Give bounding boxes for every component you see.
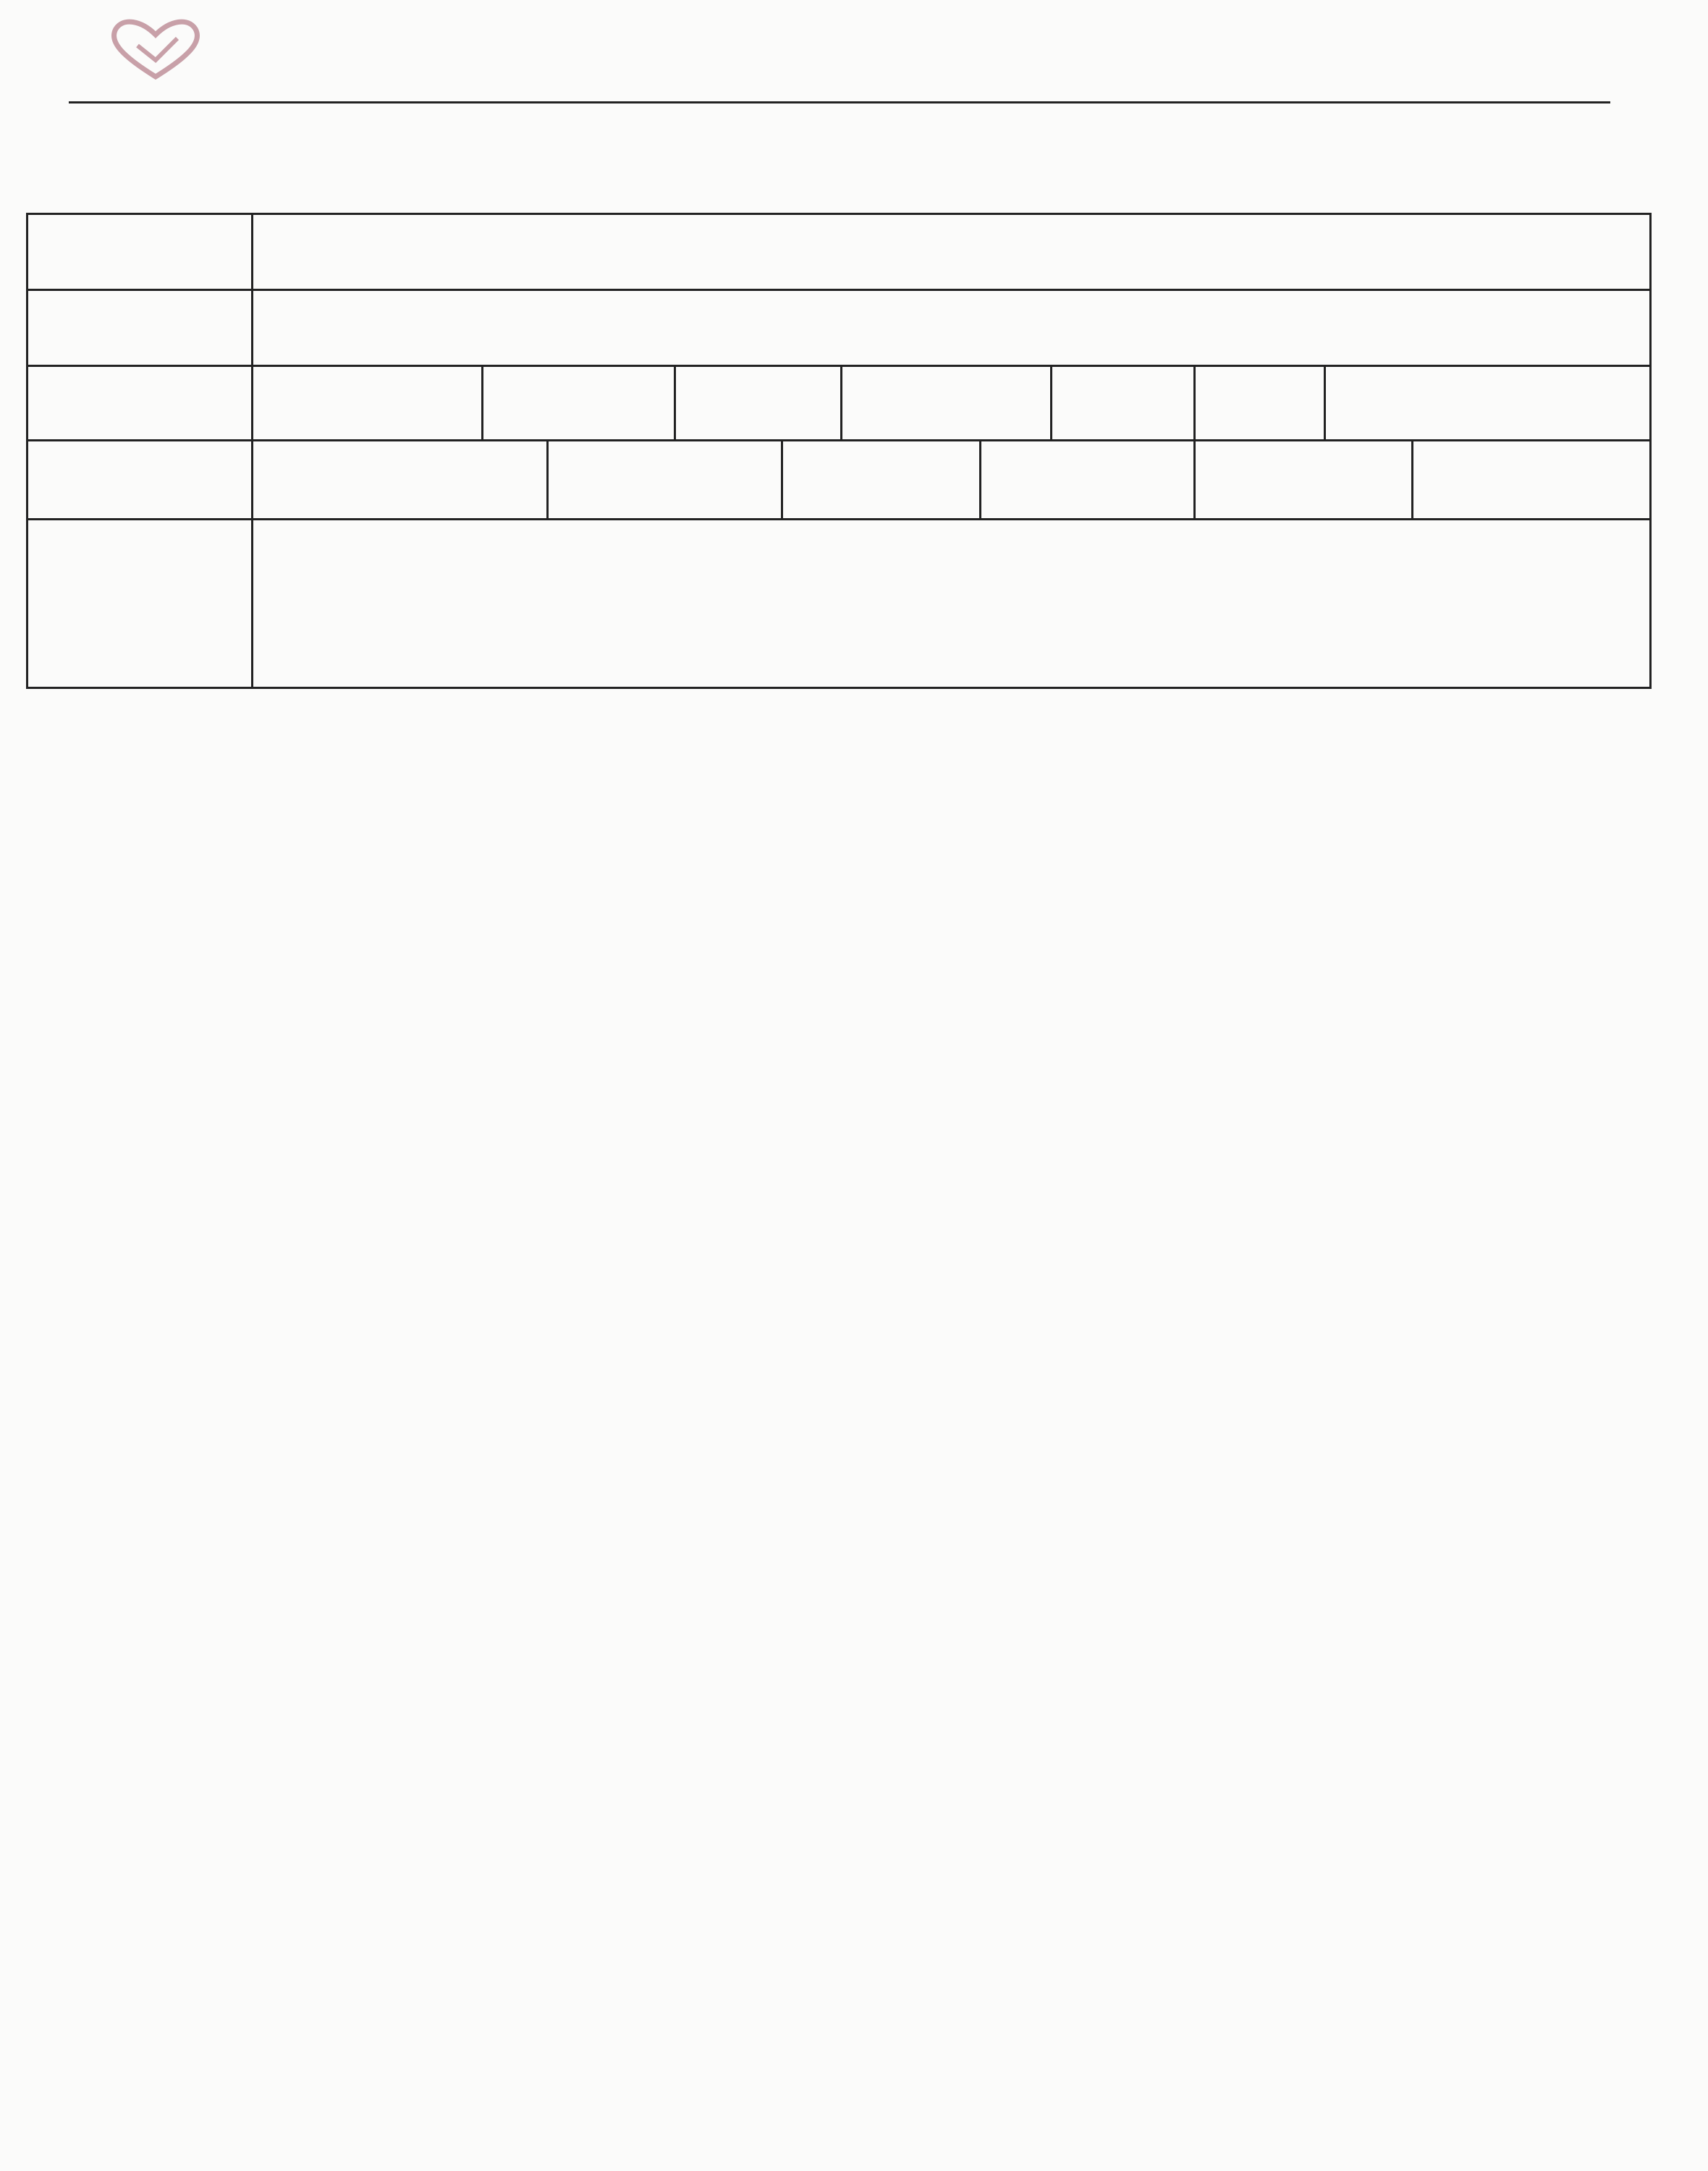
activity-name-value: [253, 214, 1651, 290]
col-header-contact: [782, 441, 980, 520]
activity-location-label: [28, 290, 253, 366]
col-header-signin-time: [548, 441, 782, 520]
activity-record-table: [26, 213, 1652, 689]
activity-date-value: [253, 366, 483, 441]
col-header-service-hours: [1413, 441, 1651, 520]
start-time-label: [483, 366, 675, 441]
leader-value: [1325, 366, 1651, 441]
remark-label: [28, 520, 253, 688]
activity-name-label: [28, 214, 253, 290]
start-time-value: [675, 366, 841, 441]
end-time-label: [841, 366, 1052, 441]
remark-value: [253, 520, 1651, 688]
heart-hand-logo-icon: [94, 13, 217, 85]
activity-date-row: [28, 366, 1651, 441]
leader-label: [1194, 366, 1325, 441]
col-header-signout-name: [980, 441, 1194, 520]
col-header-signin-name: [253, 441, 548, 520]
col-header-signout-time: [1194, 441, 1412, 520]
activity-name-row: [28, 214, 1651, 290]
remark-row: [28, 520, 1651, 688]
activity-location-value: [253, 290, 1651, 366]
activity-date-label: [28, 366, 253, 441]
table-header-row: [28, 441, 1651, 520]
header-divider: [69, 101, 1610, 103]
col-header-no: [28, 441, 253, 520]
end-time-value: [1052, 366, 1194, 441]
activity-location-row: [28, 290, 1651, 366]
